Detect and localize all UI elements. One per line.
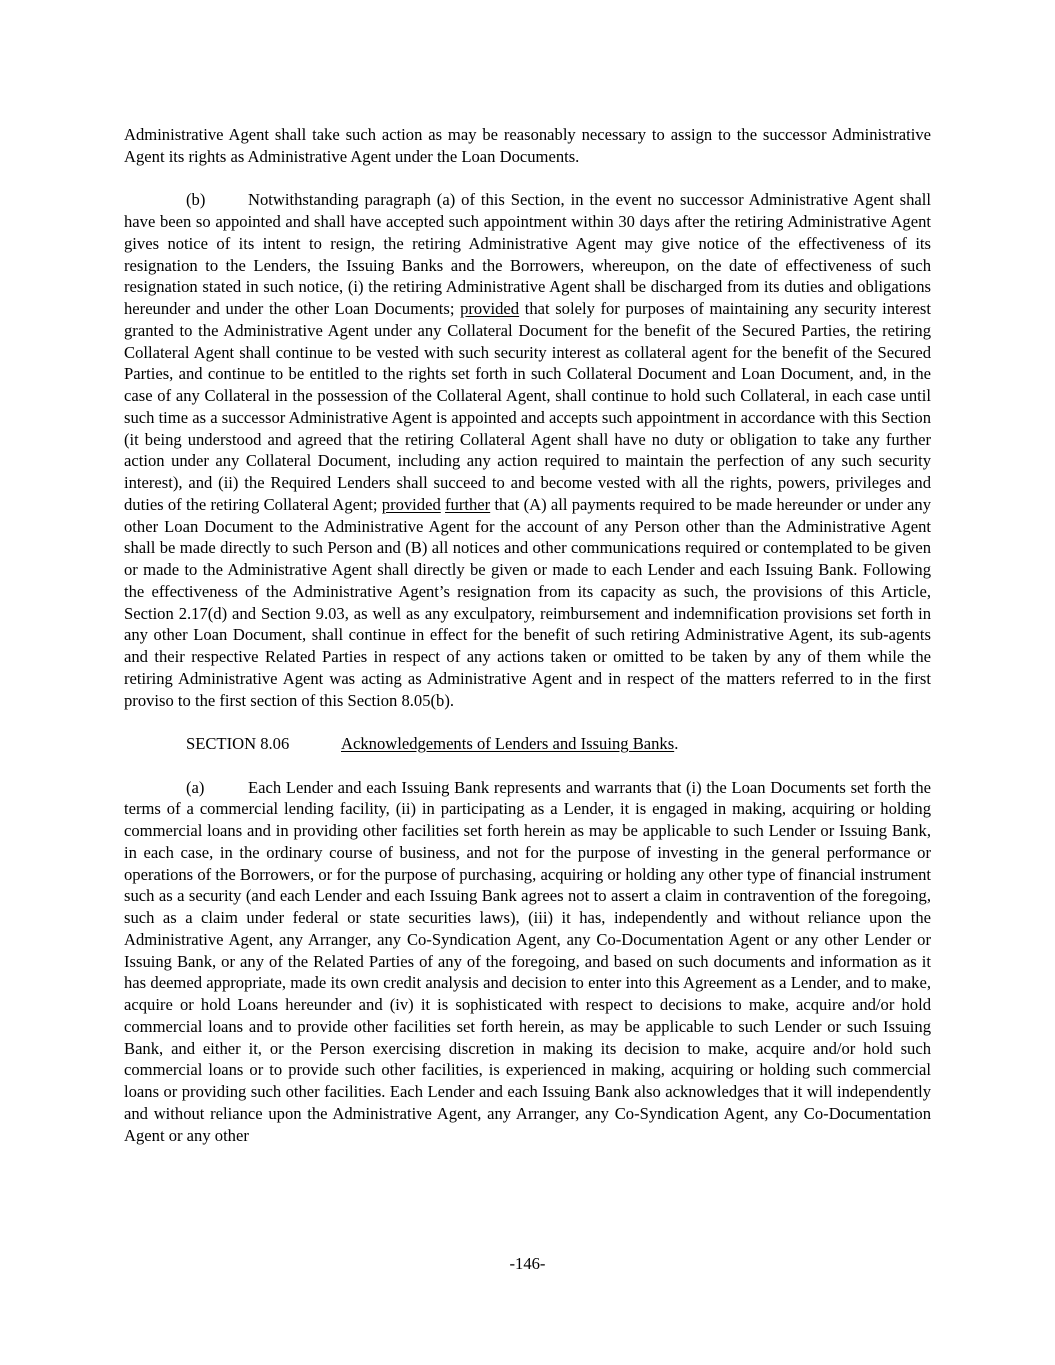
paragraph-b-label: (b) [186, 190, 206, 210]
further-term: further [445, 494, 491, 514]
paragraph-a-text: Each Lender and each Issuing Bank represents and warrants that (i) the Loan Documents set forth the terms of a commercial lending facility, (ii) in participating as a Lender, it is engaged in making, acquiring or holding commercial loans and in providing other facilities set forth herein as may be applicable to such Lender or Issuing Bank, in each case, in the ordinary course of business, and not for the purpose of investing in the general performance or operations of the Borrowers, or for the purpose of purchasing, acquiring or holding any other type of financial instrument such as a security (and each Lender and each Issuing Bank agrees not to assert a claim in contravention of the foregoing, such as a claim under federal or state securities laws), (iii) it has, independently and without reliance upon the Administrative Agent, any Arranger, any Co-Syndication Agent, any Co-Documentation Agent or any other Lender or Issuing Bank, or any of the Related Parties of any of the foregoing, and based on such documents and information as it has deemed appropriate, made its own credit analysis and decision to enter into this Agreement as a Lender, and to make, acquire or hold Loans hereunder and (iv) it is sophisticated with respect to decisions to make, acquire and/or hold commercial loans and to provide other facilities set forth herein, as may be applicable to such Lender or such Issuing Bank, and either it, or the Person exercising discretion in making its decision to make, acquire and/or hold such commercial loans or to provide such other facilities, is experienced in making, acquiring or holding such commercial loans or providing such other facilities. Each Lender and each Issuing Bank also acknowledges that it will independently and without reliance upon the Administrative Agent, any Arranger, any Co-Syndication Agent, any Co-Documentation Agent or any other [124, 777, 931, 1145]
continuation-text: Administrative Agent shall take such action as may be reasonably necessary to assign to the successor Administrative Agent its rights as Administrative Agent under the Loan Documents. [124, 125, 931, 166]
paragraph-a-label: (a) [186, 777, 205, 797]
paragraph-b-text-2: that solely for purposes of maintaining any security interest granted to the Administrative Agent under any Collateral Document for the benefit of the Secured Parties, the retiring Collateral Agent shall continue to be vested with such security interest as collateral agent for the benefit of the Secured Parties, and continue to be entitled to the rights set forth in such Collateral Document and Loan Document, and, in the case of any Collateral in the possession of the Collateral Agent, shall continue to hold such Collateral, in each case until such time as a successor Administrative Agent is appointed and accepts such appointment in accordance with this Section (it being understood and agreed that the retiring Collateral Agent shall have no duty or obligation to take any further action under any Collateral Document, including any action required to maintain the perfection of any such security interest), and (ii) the Required Lenders shall succeed to and become vested with all the rights, powers, privileges and duties of the retiring Collateral Agent; [124, 299, 931, 514]
paragraph-a [124, 777, 931, 1147]
section-title-period: . [674, 734, 679, 753]
section-title: Acknowledgements of Lenders and Issuing Banks [341, 734, 675, 753]
section-heading [124, 733, 931, 755]
document-body [124, 124, 931, 1168]
continuation-paragraph [124, 124, 931, 168]
provided-term-2: provided [381, 494, 441, 514]
paragraph-b-text-3: that (A) all payments required to be made hereunder or under any other Loan Document to the Administrative Agent for the account of any Person other than the Administrative Agent shall be made directly to such Person and (B) all notices and other communications required or contemplated to be given or made to the Administrative Agent shall directly be given or made to each Lender and each Issuing Bank. Following the effectiveness of the Administrative Agent’s resignation from its capacity as such, the provisions of this Article, Section 2.17(d) and Section 9.03, as well as any exculpatory, reimbursement and indemnification provisions set forth in any other Loan Document, shall continue in effect for the benefit of such retiring Administrative Agent, its sub-agents and their respective Related Parties in respect of any actions taken or omitted to be taken by any of them while the retiring Administrative Agent was acting as Administrative Agent and in respect of the matters referred to in the first proviso to the first section of this Section 8.05(b). [124, 494, 931, 710]
paragraph-b-text-1: Notwithstanding paragraph (a) of this Section, in the event no successor Administrative Agent shall have been so appointed and shall have accepted such appointment within 30 days after the retiring Administrative Agent gives notice of its intent to resign, the retiring Administrative Agent may give notice of the effectiveness of its resignation to the Lenders, the Issuing Banks and the Borrowers, whereupon, on the date of effectiveness of such resignation stated in such notice, (i) the retiring Administrative Agent shall be discharged from its duties and obligations hereunder and under the other Loan Documents; [124, 190, 931, 318]
page-number: -146- [509, 1254, 546, 1273]
paragraph-b [124, 189, 931, 711]
section-number: SECTION 8.06 [186, 734, 290, 753]
provided-term: provided [460, 299, 520, 318]
